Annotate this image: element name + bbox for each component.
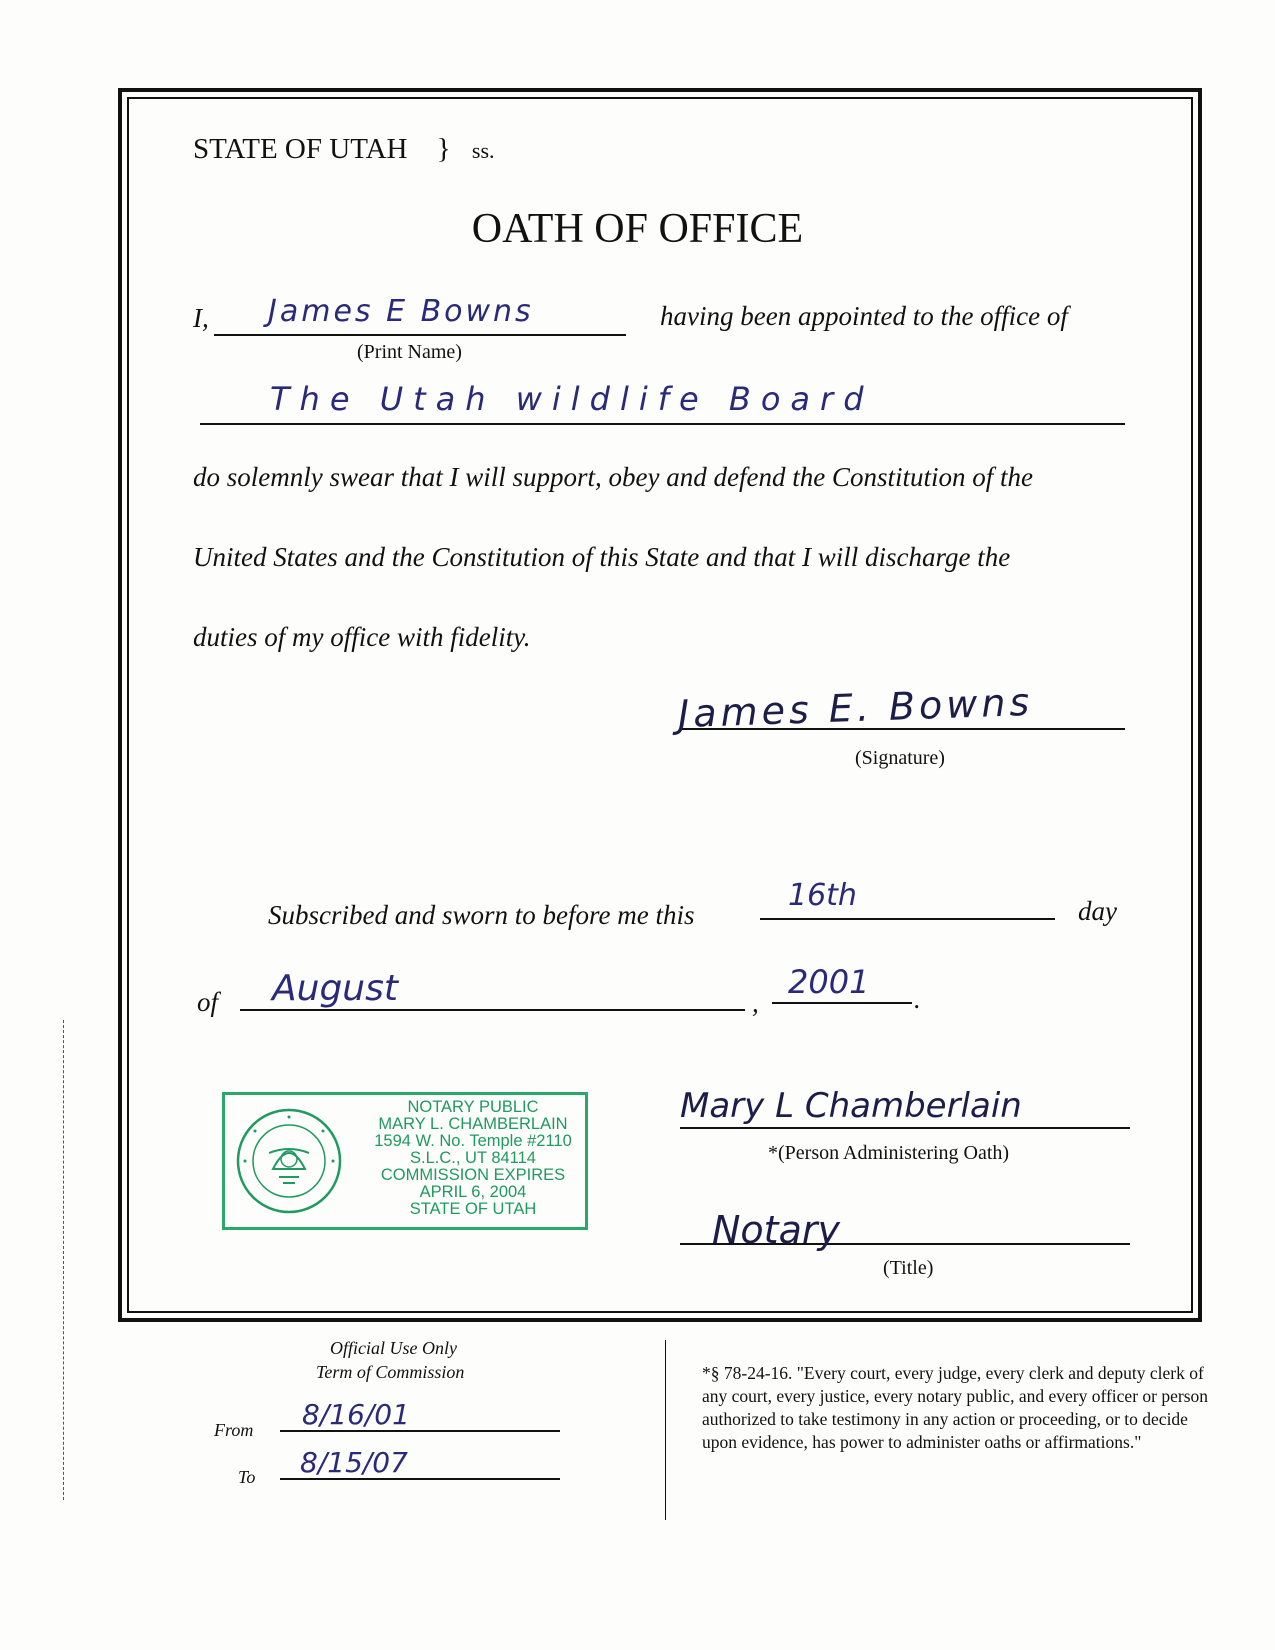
- appointed-text: having been appointed to the office of: [660, 301, 1068, 331]
- of-label: of: [197, 987, 219, 1017]
- administrator-signature: Mary L Chamberlain: [680, 1086, 1022, 1126]
- stamp-line: APRIL 6, 2004: [419, 1183, 527, 1201]
- state-ss: ss.: [471, 138, 495, 163]
- oath-text-line-1: do solemnly swear that I will support, obey and defend the Constitution of the: [193, 462, 1033, 492]
- state-bracket: }: [436, 133, 451, 165]
- administrator-caption: *(Person Administering Oath): [768, 1142, 1010, 1164]
- oath-signature: James E. Bowns: [677, 679, 1034, 737]
- from-label: From: [214, 1420, 254, 1440]
- official-use-heading: Official Use Only: [330, 1338, 457, 1358]
- date-comma: ,: [752, 988, 759, 1018]
- office-line: [200, 423, 1125, 425]
- oath-prefix: I,: [193, 303, 209, 333]
- stamp-line: 1594 W. No. Temple #2110: [374, 1132, 572, 1150]
- document-title: OATH OF OFFICE: [471, 206, 804, 252]
- print-name-line: [214, 334, 626, 336]
- year-line: [772, 1002, 912, 1004]
- title-value: Notary: [712, 1208, 840, 1252]
- day-line: [760, 918, 1055, 920]
- from-value: 8/16/01: [302, 1398, 410, 1431]
- administrator-line: [680, 1127, 1130, 1129]
- day-label: day: [1078, 896, 1117, 926]
- stamp-line: COMMISSION EXPIRES: [380, 1166, 566, 1184]
- stamp-line: STATE OF UTAH: [409, 1200, 537, 1218]
- day-value: 16th: [788, 878, 857, 913]
- footer-divider: [665, 1340, 666, 1520]
- stamp-line: S.L.C., UT 84114: [410, 1149, 536, 1167]
- print-name-value: James E Bowns: [268, 294, 534, 329]
- to-label: To: [238, 1467, 256, 1487]
- state-seal-icon: [235, 1107, 343, 1215]
- year-value: 2001: [788, 963, 870, 1001]
- subscribed-text: Subscribed and sworn to before me this: [268, 900, 695, 930]
- state-name: STATE OF UTAH: [193, 133, 408, 165]
- month-value: August: [272, 968, 398, 1009]
- stamp-line: NOTARY PUBLIC: [407, 1098, 539, 1116]
- oath-text-line-2: United States and the Constitution of this State and that I will discharge the: [193, 542, 1011, 572]
- month-line: [240, 1009, 745, 1011]
- print-name-caption: (Print Name): [357, 341, 462, 363]
- term-of-commission: Term of Commission: [316, 1362, 465, 1382]
- scan-margin-mark: [63, 1020, 64, 1500]
- date-period: .: [914, 984, 921, 1014]
- oath-text-line-3: duties of my office with fidelity.: [193, 622, 531, 652]
- notary-stamp: [222, 1092, 588, 1230]
- statute-text: *§ 78-24-16. "Every court, every judge, every clerk and deputy clerk of any court, every justice, every notary public, and every officer or person authorized to take testimony in any action or proceeding, or to decide upon evidence, has power to administer oaths or affirmations.": [702, 1363, 1209, 1452]
- title-caption: (Title): [883, 1257, 934, 1279]
- office-value: The Utah wildlife Board: [270, 380, 874, 418]
- signature-caption: (Signature): [855, 747, 945, 769]
- stamp-line: MARY L. CHAMBERLAIN: [378, 1115, 568, 1133]
- to-value: 8/15/07: [300, 1446, 408, 1479]
- stamp-text: [359, 1099, 587, 1218]
- state-heading: [193, 133, 495, 166]
